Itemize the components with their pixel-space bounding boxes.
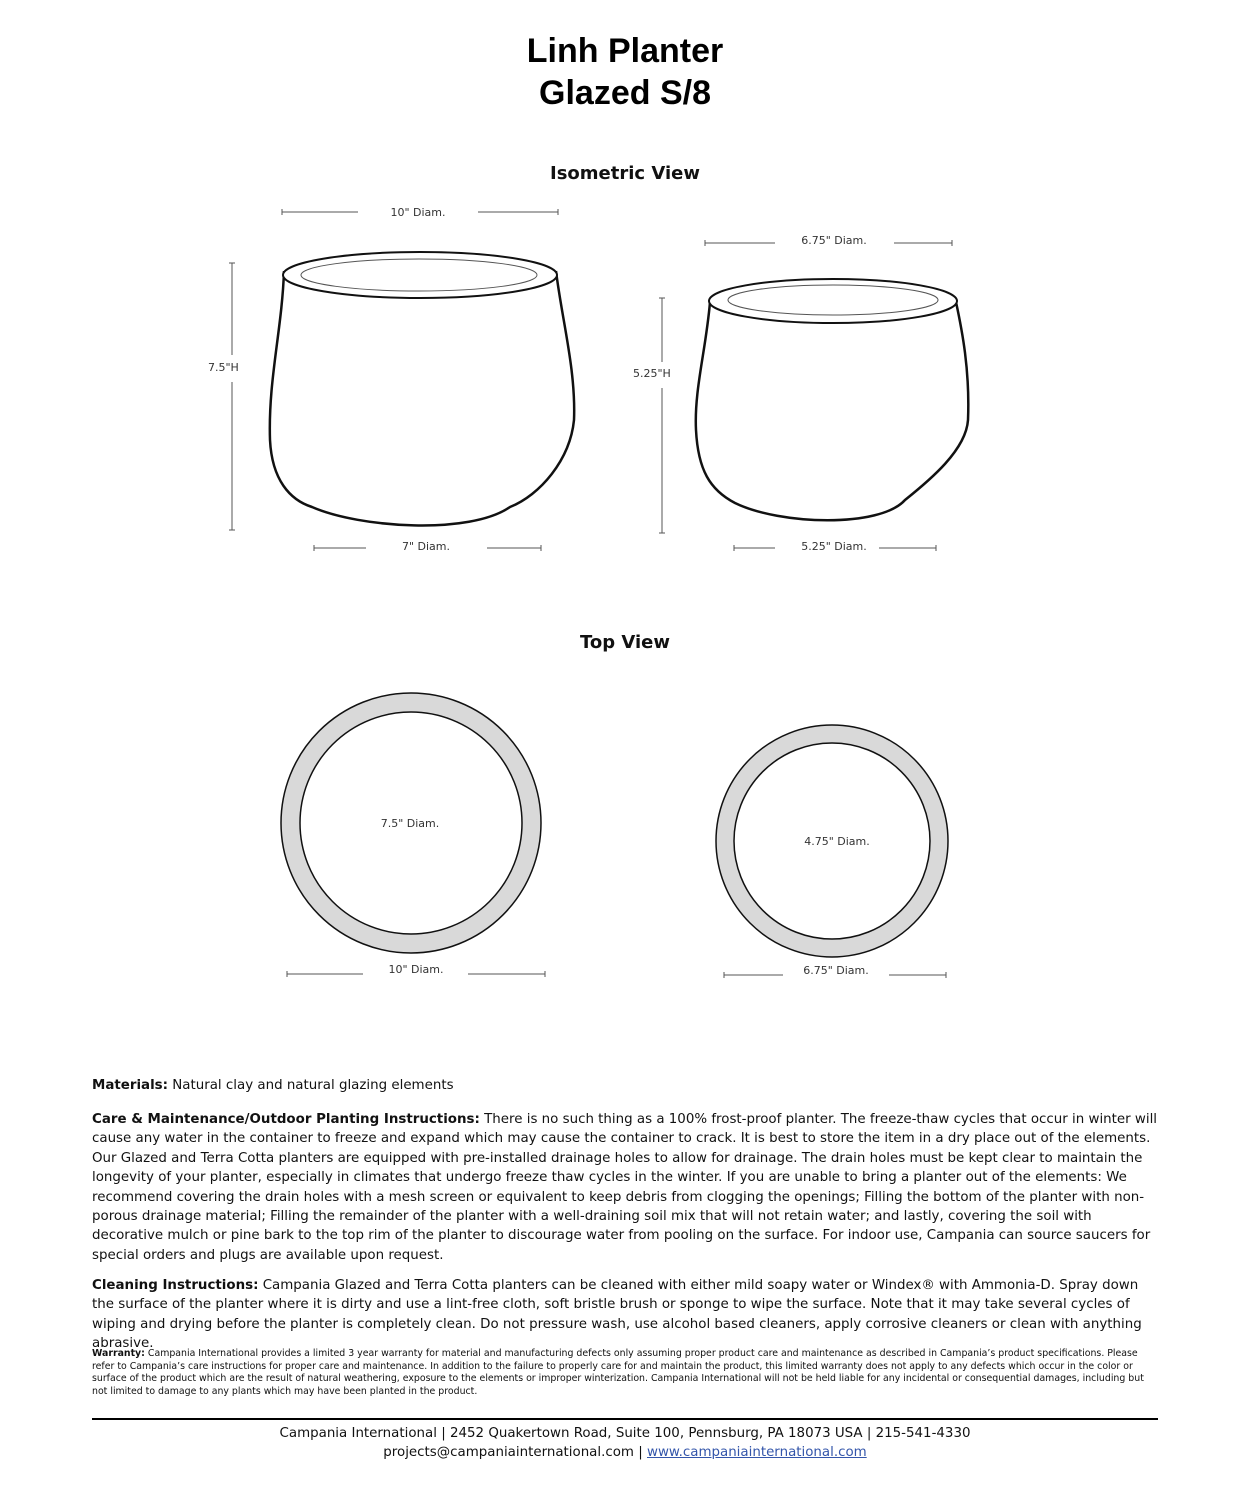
warranty-label: Warranty: [92,1348,145,1359]
large-top-outer-diameter: 10" Diam. [388,963,444,976]
small-planter-isometric [696,279,969,520]
cleaning-text: Campania Glazed and Terra Cotta planters can be cleaned with either mild soapy water or Windex® with Ammonia-D. Spray down the surface of the planter where it is dirty and use a lint-free cloth, soft bristle brush or sponge to wipe the surface. Note that it may take several cycles of wiping and drying before the planter is completely clean. Do not pressure wash, use alcohol based cleaners, apply corrosive cleaners or clean with anything abrasive. [92,1278,1142,1352]
large-top-inner-diameter: 7.5" Diam. [380,817,440,830]
materials-text: Natural clay and natural glazing elements [168,1078,454,1093]
isometric-view-heading: Isometric View [550,163,700,184]
cleaning-label: Cleaning Instructions: [92,1278,259,1293]
cleaning-section [92,1276,1162,1354]
footer-address: Campania International | 2452 Quakertown Road, Suite 100, Pennsburg, PA 18073 USA | 215-541-4330 [279,1426,971,1441]
small-top-inner-diameter: 4.75" Diam. [804,835,870,848]
footer-contact [0,1443,1250,1462]
footer-email[interactable]: projects@campaniainternational.com [383,1445,634,1460]
warranty-text: Campania International provides a limited 3 year warranty for material and manufacturing defects only assuming proper product care and maintenance as described in Campania’s product specifications. Please refer to Campania’s care instructions for proper care and maintenance. In addition to the failure to properly care for and maintain the product, this limited warranty does not apply to any defects which occur in the color or surface of the product which are the result of natural weathering, exposure to the elements or improper winterization. Campania International will not be held liable for any incidental or consequential damages, including but not limited to damage to any plants which may have been planted in the product. [92,1348,1144,1397]
small-top-outer-diameter: 6.75" Diam. [803,964,869,977]
materials-label: Materials: [92,1078,168,1093]
title-line-1: Linh Planter [526,32,724,70]
warranty-section [92,1348,1162,1398]
footer-website-link[interactable]: www.campaniainternational.com [647,1445,867,1460]
care-label: Care & Maintenance/Outdoor Planting Instructions: [92,1112,480,1127]
footer-separator: | [633,1445,647,1460]
title-line-2: Glazed S/8 [539,74,711,112]
small-iso-bottom-diameter: 5.25" Diam. [801,540,867,553]
footer [0,1424,1250,1462]
small-iso-height: 5.25"H [633,367,671,380]
materials-section [92,1076,1162,1095]
small-iso-top-diameter: 6.75" Diam. [801,234,867,247]
large-iso-bottom-diameter: 7" Diam. [401,540,451,553]
care-section [92,1110,1162,1265]
large-planter-isometric [270,252,574,525]
large-iso-top-diameter: 10" Diam. [390,206,446,219]
large-iso-height: 7.5"H [208,361,239,374]
footer-divider [92,1418,1158,1420]
top-view-heading: Top View [579,632,671,653]
care-text: There is no such thing as a 100% frost-proof planter. The freeze-thaw cycles that occur in winter will cause any water in the container to freeze and expand which may cause the container to crack. It is best to store the item in a dry place out of the elements. Our Glazed and Terra Cotta planters are equipped with pre-installed drainage holes to allow for drainage. The drain holes must be kept clear to maintain the longevity of your planter, especially in climates that undergo freeze thaw cycles in the winter. If you are unable to bring a planter out of the elements: We recommend covering the drain holes with a mesh screen or equivalent to keep debris from clogging the openings; Filling the bottom of the planter with non-porous drainage material; Filling the remainder of the planter with a well-draining soil mix that will not retain water; and lastly, covering the soil with decorative mulch or pine bark to the top rim of the planter to discourage water from pooling on the surface. For indoor use, Campania can source saucers for special orders and plugs are available upon request. [92,1112,1158,1263]
